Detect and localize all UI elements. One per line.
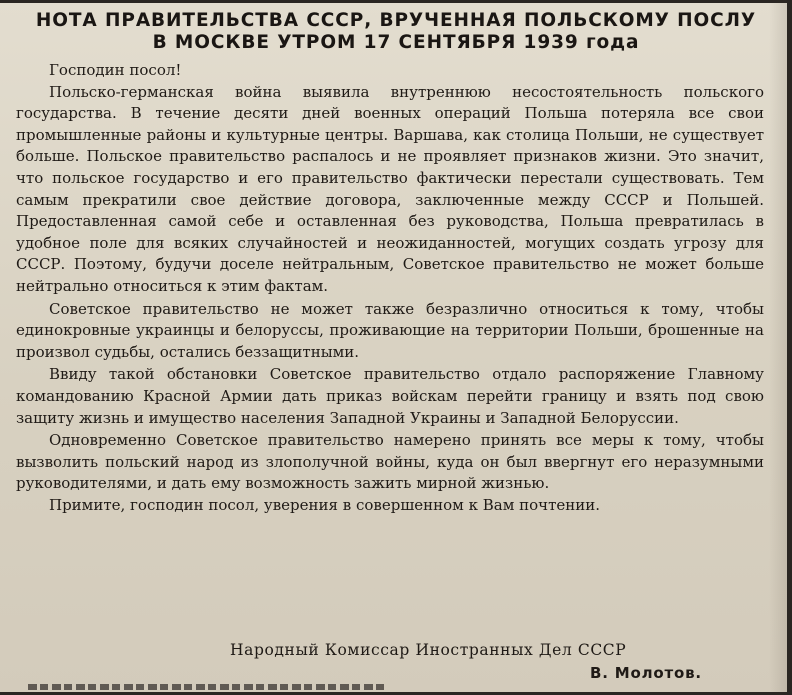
signatory-name: В. Молотов. xyxy=(590,664,702,682)
paragraph-2: Советское правительство не может также безразлично относиться к тому, чтобы единокровные украинцы и белоруссы, проживающие на территории Польши, брошенные на произвол судьбы, остались беззащитными. xyxy=(16,299,764,361)
paragraph-4: Одновременно Советское правительство намерено принять все меры к тому, чтобы вызволить польский народ из злополучной войны, куда он был ввергнут его неразумными руководителями, и дать ему возможность зажить мирной жизнью. xyxy=(16,431,764,493)
cut-off-next-article xyxy=(28,684,388,695)
closing-line: Примите, господин посол, уверения в совершенном к Вам почтении. xyxy=(49,495,601,514)
page-shadow xyxy=(769,0,787,695)
document-body xyxy=(16,60,764,516)
paragraph-1: Польско-германская война выявила внутреннюю несостоятельность польского государства. В течение десяти дней военных операций Польша потеряла все свои промышленные районы и культурные центры. Варшава, как столица Польши, не существует больше. Польское правительство распалось и не проявляет признаков жизни. Это значит, что польское государство и его правительство фактически перестали существовать. Тем самым прекратили свое действие договора, заключенные между СССР и Польшей. Предоставленная самой себе и оставленная без руководства, Польша превратилась в удобное поле для всяких случайностей и неожиданностей, могущих создать угрозу для СССР. Поэтому, будучи доселе нейтральным, Советское правительство не может больше нейтрально относиться к этим фактам. xyxy=(16,82,764,295)
page-border-top xyxy=(0,0,792,3)
document-title xyxy=(0,10,792,53)
salutation: Господин посол! xyxy=(49,61,182,79)
signatory-title: Народный Комиссар Иностранных Дел СССР xyxy=(230,641,627,659)
cut-off-text-fragment xyxy=(28,684,388,690)
title-line-1: НОТА ПРАВИТЕЛЬСТВА СССР, ВРУЧЕННАЯ ПОЛЬСКОМУ ПОСЛУ xyxy=(35,10,757,31)
paragraph-3: Ввиду такой обстановки Советское правительство отдало распоряжение Главному командованию Красной Армии дать приказ войскам перейти границу и взять под свою защиту жизнь и имущество населения Западной Украины и Западной Белоруссии. xyxy=(16,365,764,427)
signature-block xyxy=(230,640,720,682)
title-line-2: В МОСКВЕ УТРОМ 17 СЕНТЯБРЯ 1939 года xyxy=(152,32,640,53)
page-border-right xyxy=(787,0,792,695)
